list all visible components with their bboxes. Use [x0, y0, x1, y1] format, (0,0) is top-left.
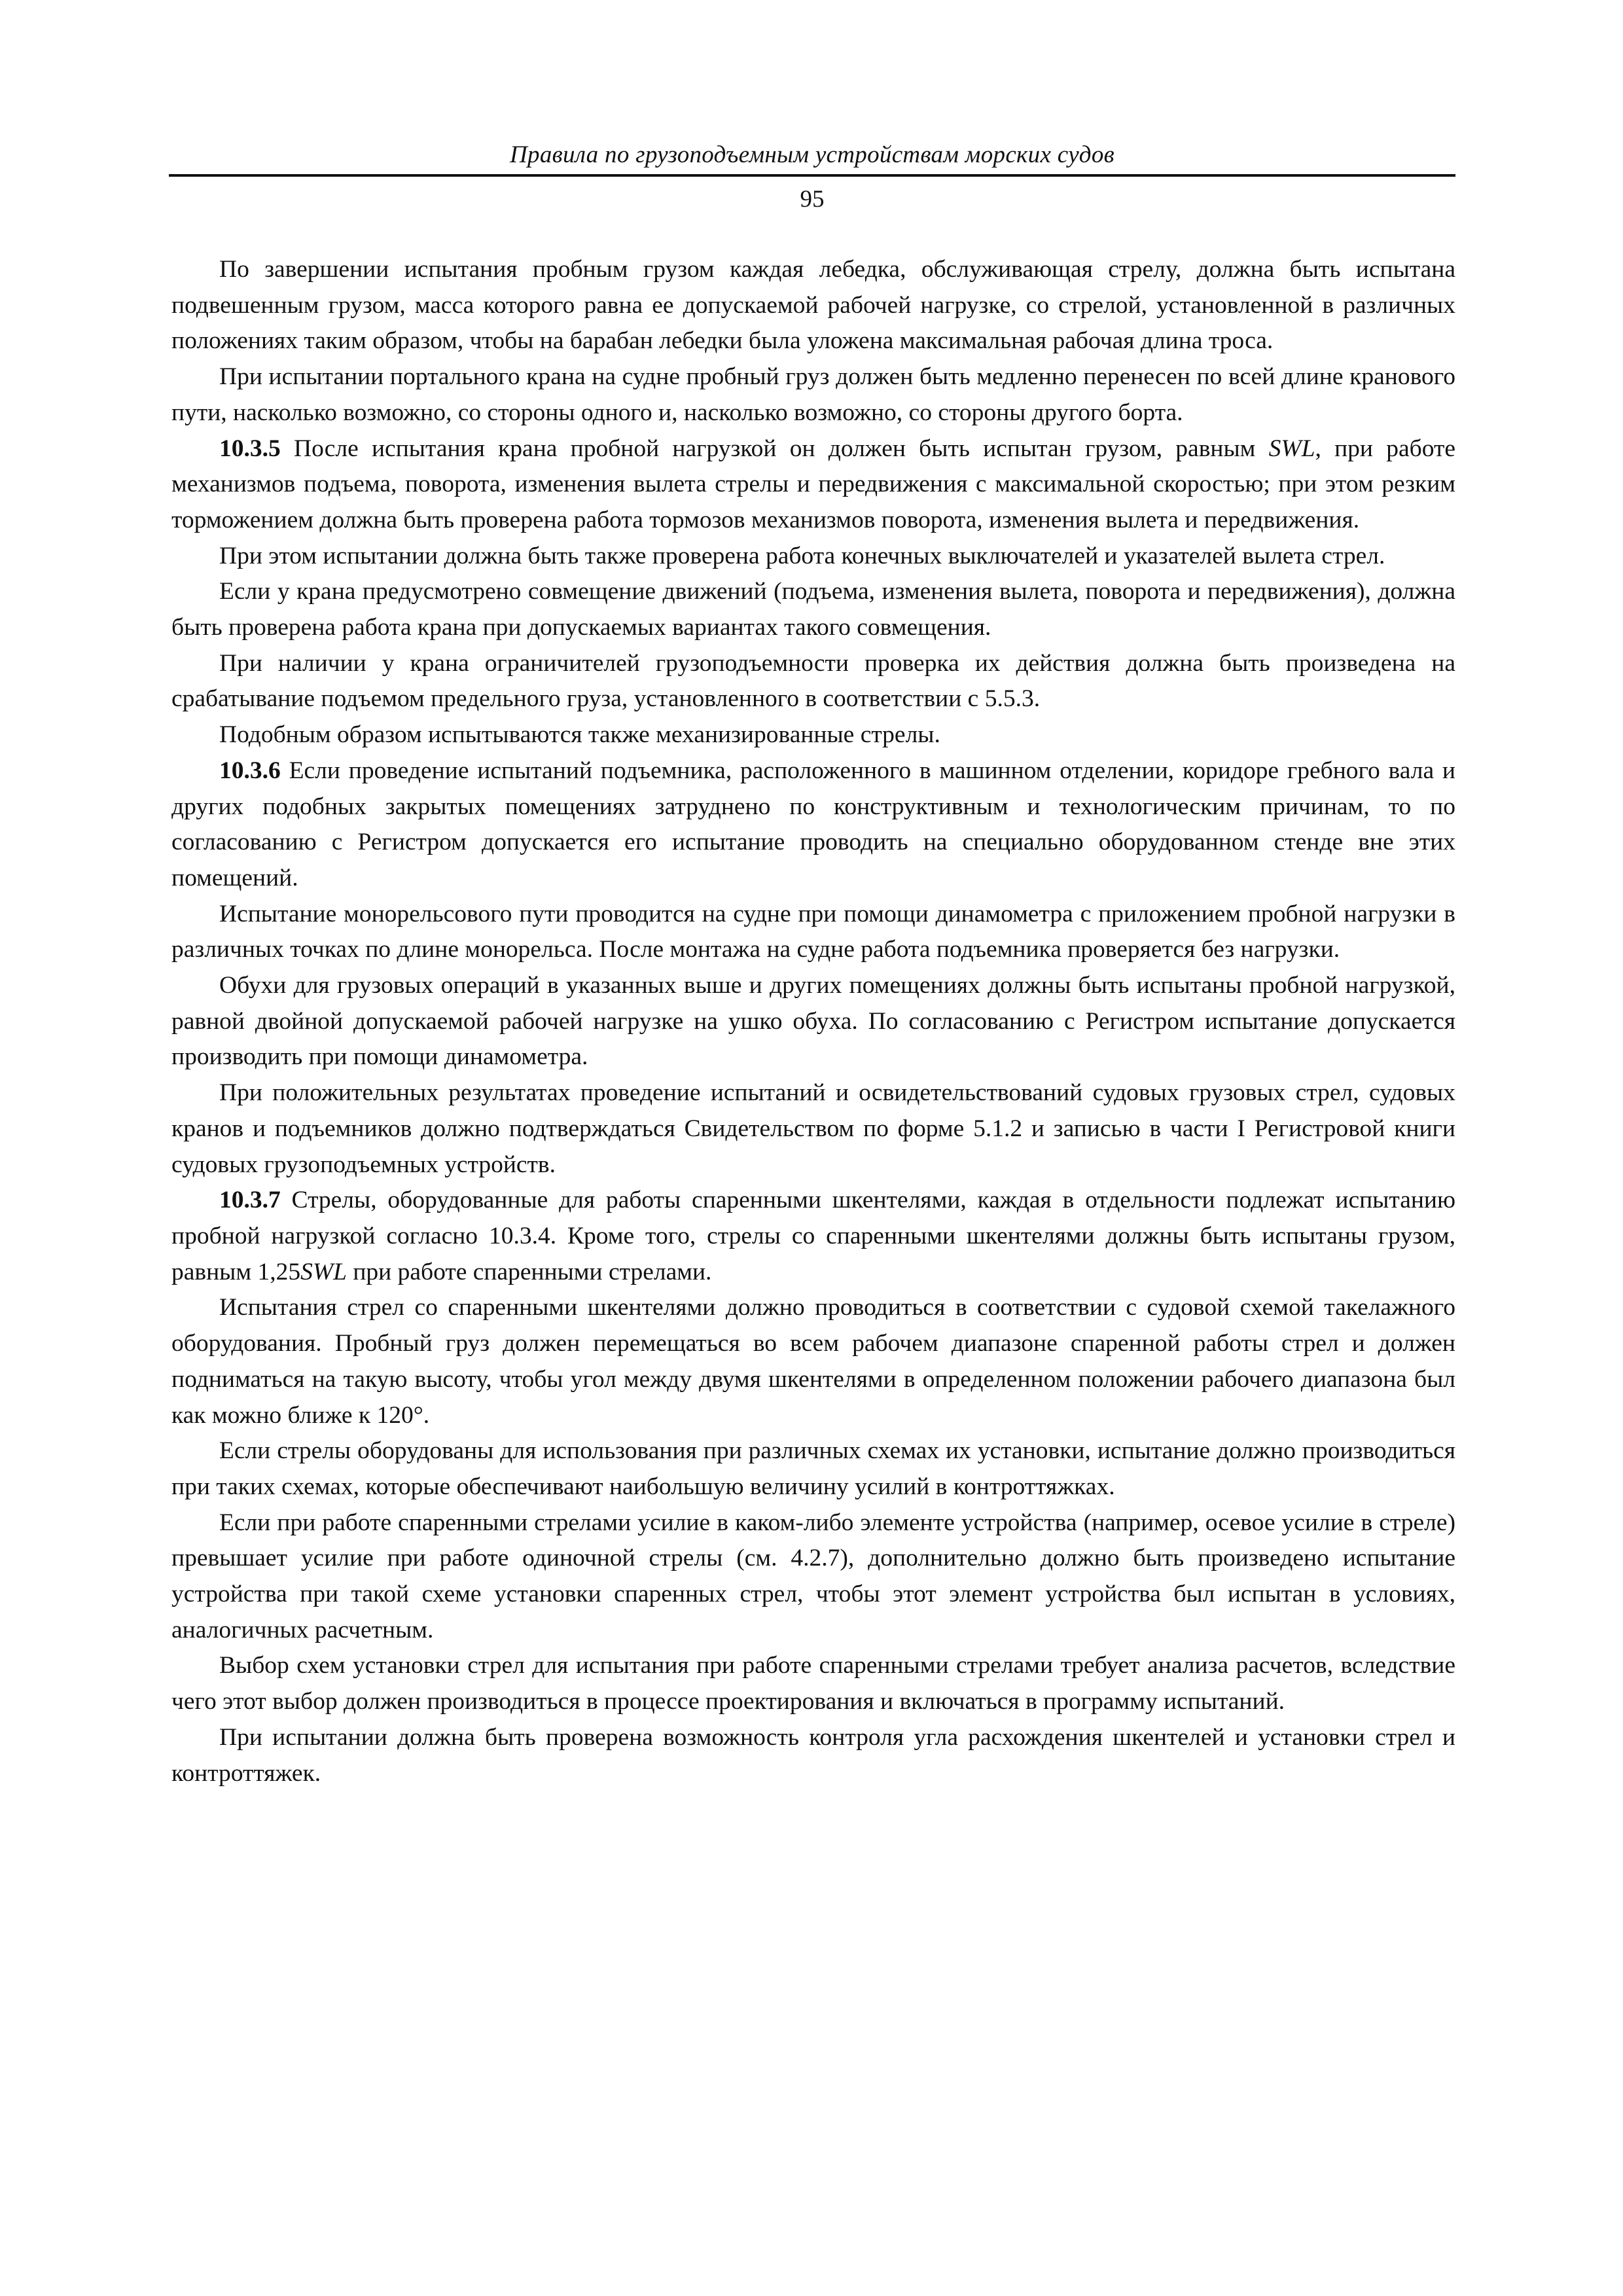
paragraph: Если у крана предусмотрено совмещение движений (подъема, изменения вылета, поворота и передвижения), должна быть проверена работа крана при допускаемых вариантах такого совмещения. [171, 578, 1455, 641]
header-rule [169, 174, 1455, 177]
paragraph: Если при работе спаренными стрелами усилие в каком-либо элементе устройства (например, осевое усилие в стреле) превышает усилие при работе одиночной стрелы (см. 4.2.7), дополнительно должно быть произведено испытание устройства при такой схеме установки спаренных стрел, чтобы этот элемент устройства был испытан в условиях, аналогичных расчетным. [171, 1509, 1455, 1643]
paragraph: Подобным образом испытываются также механизированные стрелы. [219, 721, 940, 749]
paragraph-10-3-5: 10.3.5 После испытания крана пробной нагрузкой он должен быть испытан грузом, равным SWL, при работе механизмов подъема, поворота, изменения вылета стрелы и передвижения с максимальной скоростью; при этом резким торможением должна быть проверена работа тормозов механизмов поворота, изменения вылета и передвижения. [171, 435, 1455, 533]
paragraph: Испытания стрел со спаренными шкентелями должно проводиться в соответствии с судовой схемой такелажного оборудования. Пробный груз должен перемещаться во всем рабочем диапазоне спаренной работы стрел и должен подниматься на такую высоту, чтобы угол между двумя шкентелями в определенном положении рабочего диапазона был как можно ближе к 120°. [171, 1294, 1455, 1429]
paragraph: По завершении испытания пробным грузом каждая лебедка, обслуживающая стрелу, должна быть испытана подвешенным грузом, масса которого равна ее допускаемой рабочей нагрузке, со стрелой, установленной в различных положениях таким образом, чтобы на барабан лебедки была уложена максимальная рабочая длина троса. [171, 256, 1455, 355]
section-number: 10.3.6 [219, 757, 281, 784]
term-swl: SWL [300, 1258, 347, 1285]
paragraph: При испытании должна быть проверена возможность контроля угла расхождения шкентелей и установки стрел и контроттяжек. [171, 1723, 1455, 1787]
section-number: 10.3.7 [219, 1187, 281, 1214]
paragraph-10-3-6: 10.3.6 Если проведение испытаний подъемника, расположенного в машинном отделении, коридоре гребного вала и других подобных закрытых помещениях затруднено по конструктивным и технологическим причинам, то по согласованию с Регистром допускается его испытание проводить на специально оборудованном стенде вне этих помещений. [171, 757, 1455, 891]
page-number: 95 [800, 186, 825, 213]
running-header-title: Правила по грузоподъемным устройствам морских судов [510, 141, 1115, 168]
paragraph: При испытании портального крана на судне пробный груз должен быть медленно перенесен по всей длине кранового пути, насколько возможно, со стороны одного и, насколько возможно, со стороны другого борта. [171, 363, 1455, 426]
paragraph: Выбор схем установки стрел для испытания при работе спаренными стрелами требует анализа расчетов, вследствие чего этот выбор должен производиться в процессе проектирования и включаться в программу испытаний. [171, 1652, 1455, 1715]
paragraph: При положительных результатах проведение испытаний и освидетельствований судовых грузовых стрел, судовых кранов и подъемников должно подтверждаться Свидетельством по форме 5.1.2 и записью в части I Регистровой книги судовых грузоподъемных устройств. [171, 1079, 1455, 1178]
paragraph: Если стрелы оборудованы для использования при различных схемах их установки, испытание должно производиться при таких схемах, которые обеспечивают наибольшую величину усилий в контроттяжках. [171, 1437, 1455, 1500]
section-number: 10.3.5 [219, 435, 281, 462]
paragraph: Обухи для грузовых операций в указанных выше и других помещениях должны быть испытаны пробной нагрузкой, равной двойной допускаемой рабочей нагрузке на ушко обуха. По согласованию с Регистром испытание допускается производить при помощи динамометра. [171, 972, 1455, 1071]
paragraph: Испытание монорельсового пути проводится на судне при помощи динамометра с приложением пробной нагрузки в различных точках по длине монорельса. После монтажа на судне работа подъемника проверяется без нагрузки. [171, 900, 1455, 963]
body-text [171, 252, 1455, 1791]
term-swl: SWL [1268, 435, 1315, 462]
paragraph-10-3-7: 10.3.7 Стрелы, оборудованные для работы спаренными шкентелями, каждая в отдельности подлежат испытанию пробной нагрузкой согласно 10.3.4. Кроме того, стрелы со спаренными шкентелями должны быть испытаны грузом, равным 1,25SWL при работе спаренными стрелами. [171, 1187, 1455, 1285]
paragraph: При этом испытании должна быть также проверена работа конечных выключателей и указателей вылета стрел. [219, 542, 1385, 569]
paragraph: При наличии у крана ограничителей грузоподъемности проверка их действия должна быть произведена на срабатывание подъемом предельного груза, установленного в соответствии с 5.5.3. [171, 649, 1455, 713]
